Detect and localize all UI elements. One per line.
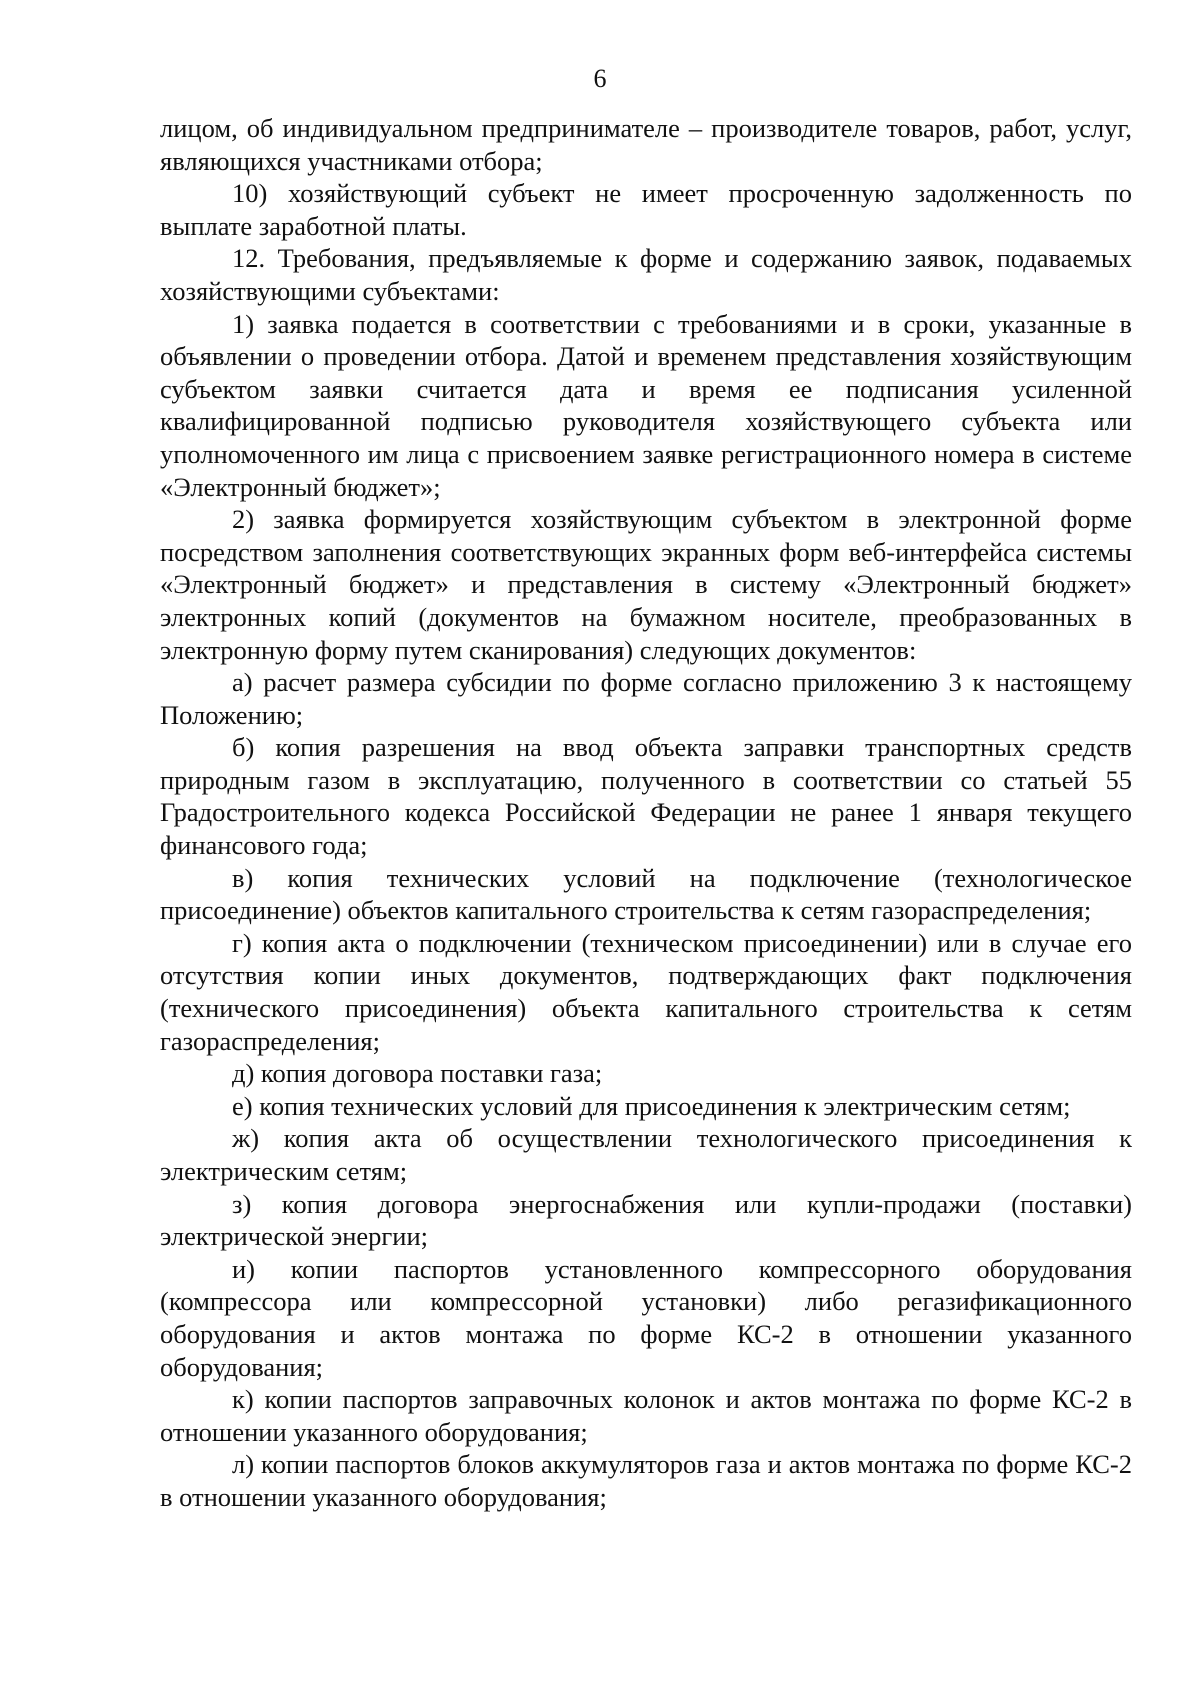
paragraph-item-g: г) копия акта о подключении (техническом присоединении) или в случае его отсутствия копии иных документов, подтверждающих факт подключения (технического присоединения) объекта капитального строительства к сетям газораспределения; [160,927,1132,1056]
paragraph-item-k: к) копии паспортов заправочных колонок и актов монтажа по форме КС-2 в отношении указанного оборудования; [160,1384,1132,1447]
paragraph-item-b: б) копия разрешения на ввод объекта заправки транспортных средств природным газом в эксплуатацию, полученного в соответствии со статьей 55 Градостроительного кодекса Российской Федерации не ранее 1 января текущего финансового года; [160,732,1132,861]
paragraph-item-l: л) копии паспортов блоков аккумуляторов газа и актов монтажа по форме КС-2 в отношении указанного оборудования; [160,1449,1132,1512]
paragraph-continuation: лицом, об индивидуальном предпринимателе – производителе товаров, работ, услуг, являющихся участниками отбора; [160,113,1132,176]
paragraph-item-v: в) копия технических условий на подключение (технологическое присоединение) объектов капитального строительства к сетям газораспределения; [160,862,1132,926]
paragraph-item-zh: ж) копия акта об осуществлении технологического присоединения к электрическим сетям; [160,1123,1132,1186]
paragraph-item-d: д) копия договора поставки газа; [232,1058,603,1089]
paragraph-item-2: 2) заявка формируется хозяйствующим субъектом в электронной форме посредством заполнения соответствующих экранных форм веб-интерфейса системы «Электронный бюджет» и представления в систему «Электронный бюджет» электронных копий (документов на бумажном носителе, преобразованных в электронную форму путем сканирования) следующих документов: [160,504,1132,665]
paragraph-item-a: а) расчет размера субсидии по форме согласно приложению 3 к настоящему Положению; [160,667,1132,730]
document-body [160,112,1132,1514]
paragraph-item-10: 10) хозяйствующий субъект не имеет просроченную задолженность по выплате заработной платы. [160,178,1132,241]
paragraph-item-e: е) копия технических условий для присоединения к электрическим сетям; [232,1090,1071,1121]
paragraph-section-12: 12. Требования, предъявляемые к форме и содержанию заявок, подаваемых хозяйствующими субъектами: [160,243,1132,306]
page-number: 6 [593,64,607,93]
paragraph-item-i: и) копии паспортов установленного компрессорного оборудования (компрессора или компрессорной установки) либо регазификационного оборудования и актов монтажа по форме КС-2 в отношении указанного оборудования; [160,1253,1132,1382]
paragraph-item-1: 1) заявка подается в соответствии с требованиями и в сроки, указанные в объявлении о проведении отбора. Датой и временем представления хозяйствующим субъектом заявки считается дата и время ее подписания усиленной квалифицированной подписью руководителя хозяйствующего субъекта или уполномоченного им лица с присвоением заявке регистрационного номера в системе «Электронный бюджет»; [160,308,1132,502]
paragraph-item-z: з) копия договора энергоснабжения или купли-продажи (поставки) электрической энергии; [160,1188,1132,1252]
